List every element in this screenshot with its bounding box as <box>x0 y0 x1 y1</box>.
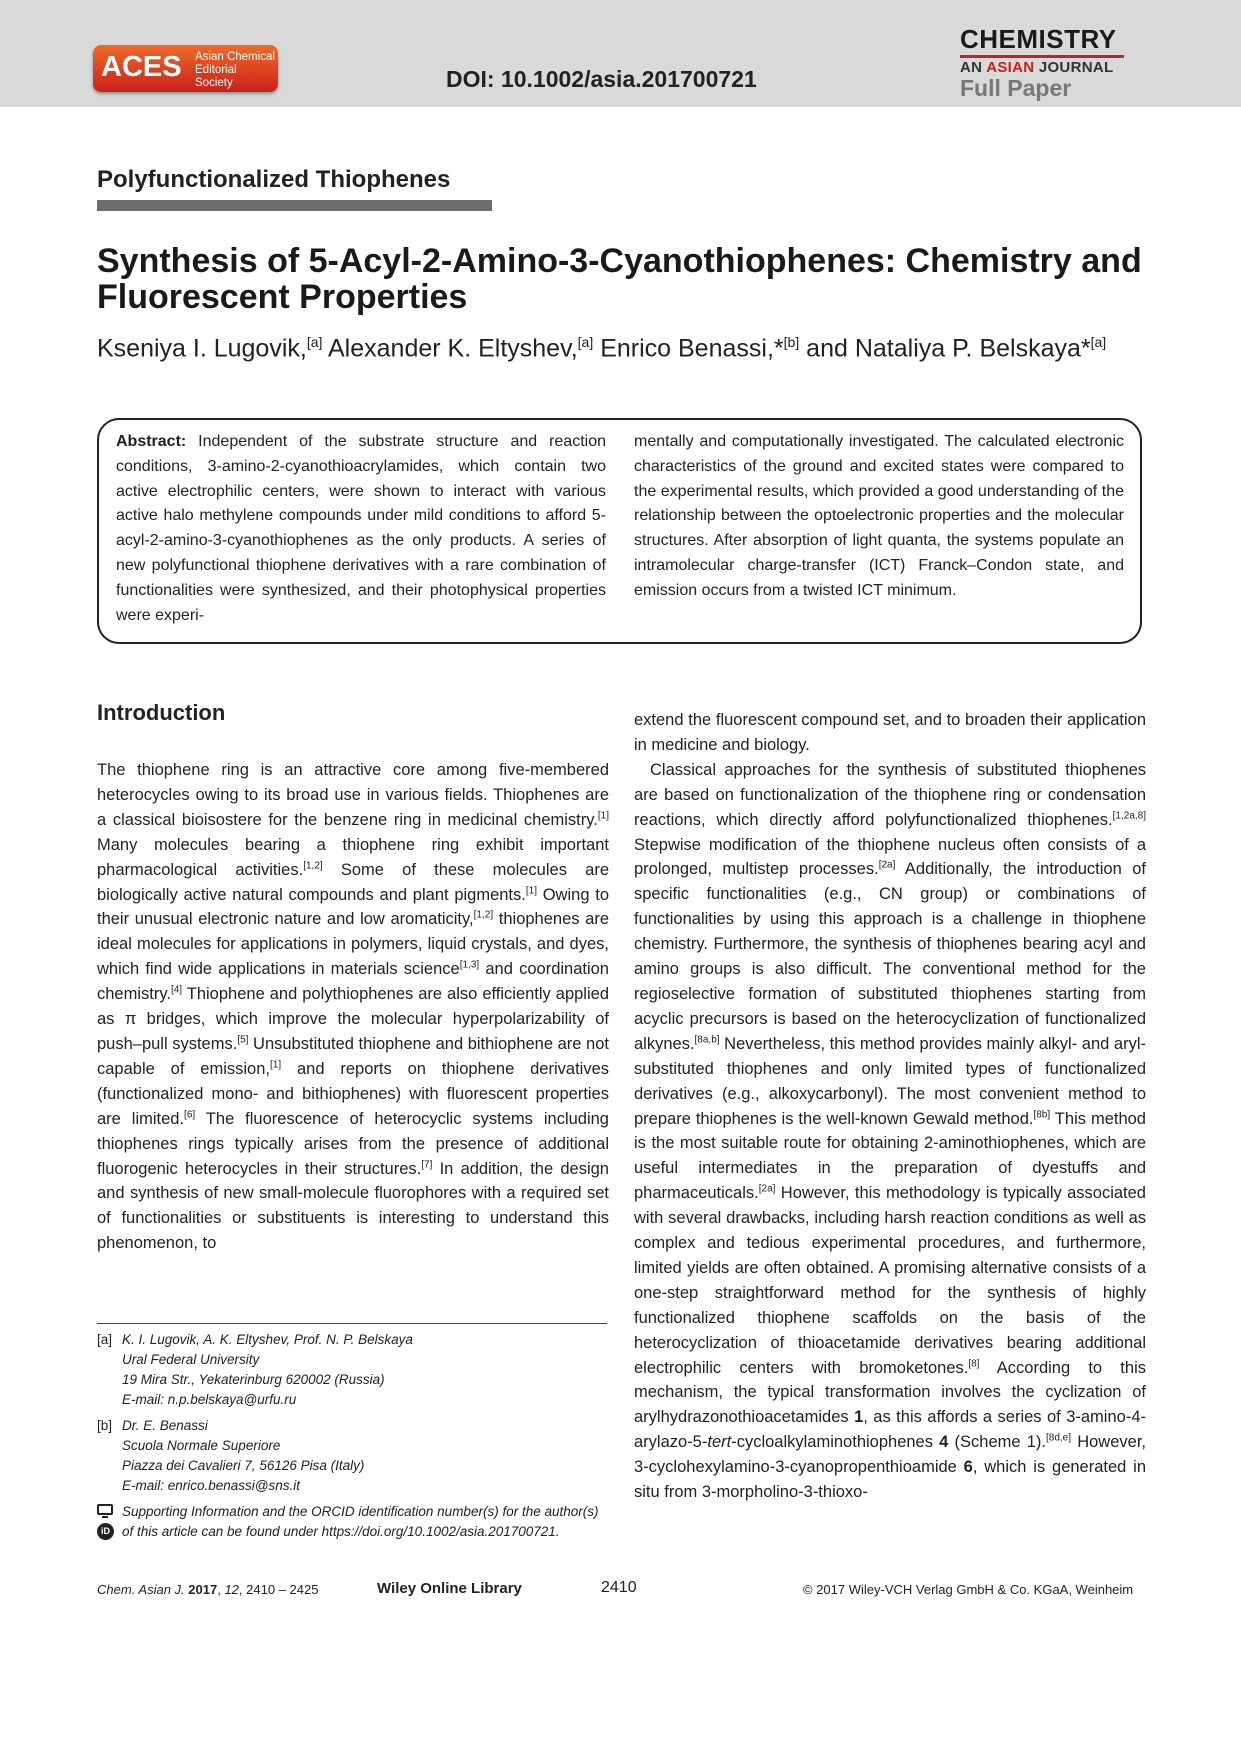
journal-logo <box>960 26 1125 101</box>
journal-subtitle: AN ASIAN JOURNAL <box>960 59 1114 76</box>
footnote-body <box>122 1330 612 1410</box>
author-affiliation: [a] <box>1090 334 1107 350</box>
citation-ref[interactable]: [2a] <box>758 1183 776 1195</box>
compound-number: 1 <box>854 1408 864 1427</box>
citation-ref[interactable]: [1] <box>525 885 537 897</box>
journal-rule <box>960 55 1124 58</box>
author-affiliation: [a] <box>306 334 323 350</box>
citation-ref[interactable]: [1,2] <box>303 860 323 872</box>
footnote-line: 19 Mira Str., Yekaterinburg 620002 (Russia) <box>122 1372 385 1387</box>
paragraph: Classical approaches for the synthesis of substituted thiophenes are based on functionalization of the thiophene ring or condensation reactions, which directly afford polyfunctionalized thiophenes.[1,2a,8] Stepwise modification of the thiophene nucleus often consists of a prolonged, multistep processes.[2a] Additionally, the introduction of specific functionalities (e.g., CN group) or combinations of functionalities by using this approach is a challenge in thiophene chemistry. Furthermore, the synthesis of thiophenes bearing acyl and amino groups is also difficult. The conventional method for the regioselective formation of substituted thiophenes starting from acyclic precursors is based on the heterocyclization of functionalized alkynes.[8a,b] Nevertheless, this method provides mainly alkyl- and aryl-substituted thiophenes and only limited types of functionalized derivatives (e.g., alkoxycarbonyl). The most convenient method to prepare thiophenes is the well-known Gewald method.[8b] This method is the most suitable route for obtaining 2-aminothiophenes, which are useful intermediates in the preparation of dyestuffs and pharmaceuticals.[2a] However, this methodology is typically associated with several drawbacks, including harsh reaction conditions as well as complex and tedious experimental procedures, and furthermore, limited yields are often obtained. A promising alternative consists of a one-step straightforward method for the synthesis of highly functionalized thiophene scaffolds on the basis of the heterocyclization of thioacetamide derivatives bearing additional electrophilic centers with bromoketones.[8] According to this mechanism, the typical transformation involves the cyclization of arylhydrazonothioacetamides 1, as this affords a series of 3-amino-4-arylazo-5-tert-cycloalkylaminothiophenes 4 (Scheme 1).[8d,e] However, 3-cyclohexylamino-3-cyanopropenthioamide 6, which is generated in situ from 3-morpholino-3-thioxo- <box>634 760 1147 1502</box>
citation-ref[interactable]: [4] <box>170 984 183 996</box>
citation-ref[interactable]: [8a,b] <box>694 1034 720 1046</box>
footer-volume: 12 <box>224 1582 239 1597</box>
footnote-line: Piazza dei Cavalieri 7, 56126 Pisa (Italy) <box>122 1458 365 1473</box>
footer-library[interactable]: Wiley Online Library <box>377 1580 522 1597</box>
footer-journal: Chem. Asian J. <box>97 1582 185 1597</box>
body-right-column <box>634 708 1146 1505</box>
author-affiliation: [a] <box>577 334 594 350</box>
paragraph: extend the fluorescent compound set, and to broaden their application in medicine and biology. <box>634 711 1146 754</box>
footnote-line: Ural Federal University <box>122 1352 260 1367</box>
italic-term: tert <box>707 1433 732 1452</box>
footer-citation: Chem. Asian J. 2017, 12, 2410 – 2425 <box>97 1582 319 1597</box>
abstract-right-column: mentally and computationally investigated. The calculated electronic characteristics of the ground and excited states were compared to the experimental results, which provided a good understanding of the relationship between the optoelectronic properties and the molecular structures. After absorption of light quanta, the systems populate an intramolecular charge-transfer (ICT) Franck–Condon state, and emission occurs from a twisted ICT minimum. <box>634 433 1124 599</box>
footnote-email[interactable]: E-mail: n.p.belskaya@urfu.ru <box>122 1392 297 1407</box>
citation-ref[interactable]: [2a] <box>878 859 896 871</box>
footnote-icons <box>97 1504 117 1540</box>
body-left-column <box>97 758 609 1256</box>
citation-ref[interactable]: [1,2a,8] <box>1112 810 1146 822</box>
citation-ref[interactable]: [8] <box>968 1358 980 1370</box>
journal-name: CHEMISTRY <box>960 24 1117 54</box>
aces-logo-subtitle <box>195 51 277 90</box>
footnote-email[interactable]: E-mail: enrico.benassi@sns.it <box>122 1478 301 1493</box>
compound-number: 6 <box>963 1458 973 1477</box>
orcid-icon: iD <box>97 1523 114 1540</box>
section-label: Polyfunctionalized Thiophenes <box>97 166 451 193</box>
citation-ref[interactable]: [1] <box>269 1059 282 1071</box>
compound-number: 4 <box>939 1433 949 1452</box>
article-title: Synthesis of 5-Acyl-2-Amino-3-Cyanothiophenes: Chemistry and Fluorescent Properties <box>97 242 1142 316</box>
abstract-label: Abstract: <box>116 433 187 450</box>
monitor-icon <box>97 1504 113 1515</box>
citation-ref[interactable]: [7] <box>421 1159 433 1170</box>
author-affiliation: [b] <box>783 334 800 350</box>
citation-ref[interactable]: [1] <box>597 810 609 822</box>
footnote-tag: [a] <box>97 1332 113 1347</box>
footnote-line: Scuola Normale Superiore <box>122 1438 281 1453</box>
aces-logo-line2: Editorial Society <box>195 64 237 89</box>
citation-ref[interactable]: [5] <box>237 1034 249 1046</box>
citation-ref[interactable]: [8b] <box>1033 1109 1051 1120</box>
author: Enrico Benassi,* <box>600 334 784 363</box>
aces-logo-line1: Asian Chemical <box>195 51 275 63</box>
page-number: 2410 <box>601 1579 637 1596</box>
footer-copyright: © 2017 Wiley-VCH Verlag GmbH & Co. KGaA, Weinheim <box>803 1582 1134 1597</box>
author: Kseniya I. Lugovik, <box>97 334 307 363</box>
paragraph: The thiophene ring is an attractive core among five-membered heterocycles owing to its broad use in various fields. Thiophenes are a classical bioisostere for the benzene ring in medicinal chemistry.[1] Many molecules bearing a thiophene ring exhibit important pharmacological activities.[1,2] Some of these molecules are biologically active natural compounds and plant pigments.[1] Owing to their unusual electronic nature and low aromaticity,[1,2] thiophenes are ideal molecules for applications in polymers, liquid crystals, and dyes, which find wide applications in materials science[1,3] and coordination chemistry.[4] Thiophene and polythiophenes are also efficiently applied as π bridges, which improve the molecular hyperpolarizability of push–pull systems.[5] Unsubstituted thiophene and bithiophene are not capable of emission,[1] and reports on thiophene derivatives (functionalized mono- and bithiophenes) with fluorescent properties are limited.[6] The fluorescence of heterocyclic systems including thiophenes rings typically arises from the presence of additional fluorogenic heterocycles in their structures.[7] In addition, the design and synthesis of new small-molecule fluorophores with a required set of functionalities or substituents is interesting to understand this phenomenon, to <box>97 761 610 1253</box>
footnote-affiliation-b <box>97 1416 612 1496</box>
citation-ref[interactable]: [6] <box>184 1109 196 1121</box>
section-bar <box>97 200 492 211</box>
supporting-info-text[interactable]: Supporting Information and the ORCID identification number(s) for the author(s) of this article can be found under https://doi.org/10.1002/asia.201700721. <box>122 1504 599 1539</box>
abstract-left-column <box>116 430 606 628</box>
footer-pages: , 2410 – 2425 <box>238 1582 319 1597</box>
footnote-affiliation-a <box>97 1330 612 1410</box>
author-list <box>97 334 1106 363</box>
footnote-body <box>122 1416 612 1496</box>
citation-ref[interactable]: [8d,e] <box>1046 1432 1072 1444</box>
author: Alexander K. Eltyshev, <box>328 334 578 363</box>
footer-year: 2017 <box>188 1582 218 1597</box>
footnote-rule <box>97 1323 607 1324</box>
abstract-text-left: Independent of the substrate structure and reaction conditions, 3-amino-2-cyanothioacrylamides, which contain two active electrophilic centers, were shown to interact with various active halo methylene compounds under mild conditions to afford 5-acyl-2-amino-3-cyanothiophenes as the only products. A series of new polyfunctional thiophene derivatives with a rare combination of functionalities were synthesized, and their photophysical properties were experi- <box>116 433 606 624</box>
article-type: Full Paper <box>960 75 1072 101</box>
citation-ref[interactable]: [1,3] <box>459 959 480 971</box>
footnote-supporting-info <box>97 1502 612 1542</box>
footnote-tag: [b] <box>97 1418 113 1433</box>
footnote-line: K. I. Lugovik, A. K. Eltyshev, Prof. N. P. Belskaya <box>122 1332 413 1347</box>
aces-logo-mark: ACES <box>101 51 182 83</box>
footnotes <box>97 1330 612 1548</box>
aces-logo <box>93 45 278 92</box>
footnote-line: Dr. E. Benassi <box>122 1418 208 1433</box>
doi[interactable]: DOI: 10.1002/asia.201700721 <box>446 66 757 92</box>
introduction-heading: Introduction <box>97 700 226 725</box>
citation-ref[interactable]: [1,2] <box>473 909 494 921</box>
author: and Nataliya P. Belskaya* <box>806 334 1091 363</box>
